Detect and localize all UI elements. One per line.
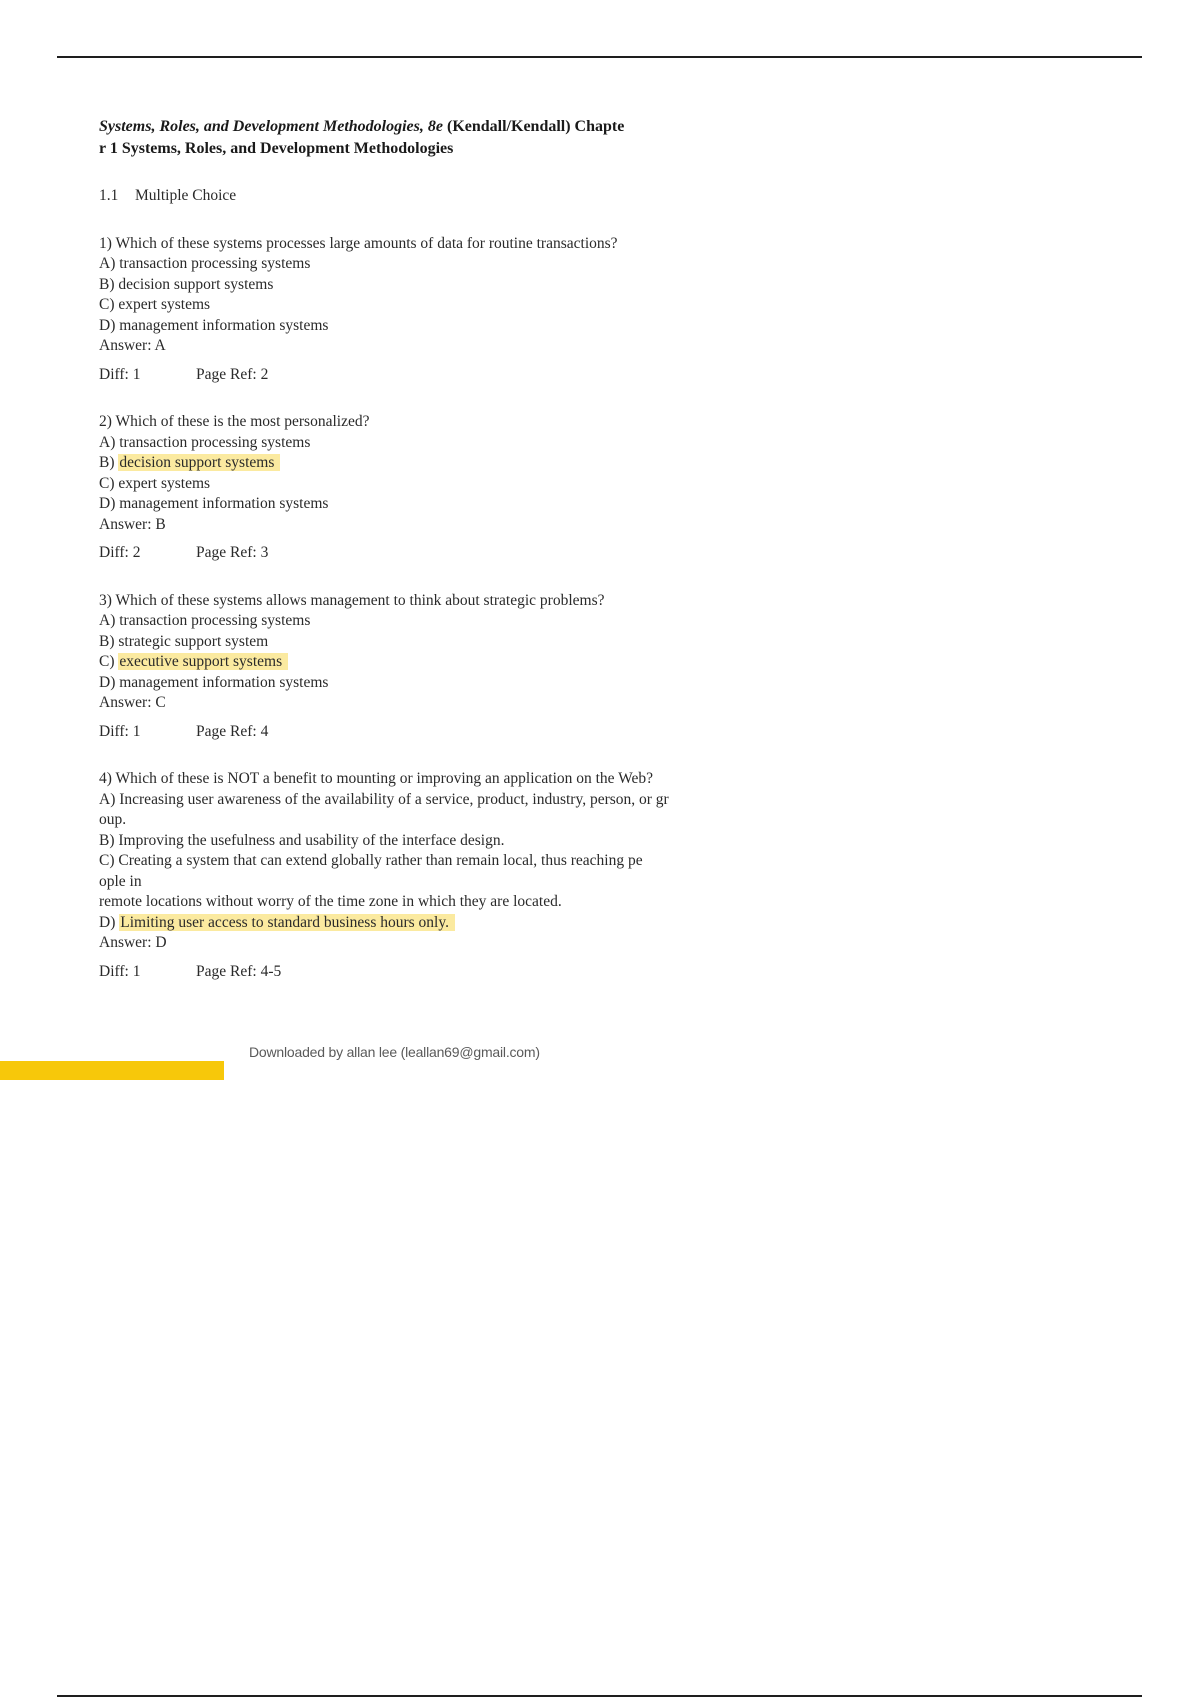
section-title: Multiple Choice xyxy=(135,187,237,204)
question-meta xyxy=(99,962,799,983)
page-ref: Page Ref: 2 xyxy=(196,365,269,383)
option-letter: D) xyxy=(99,913,120,931)
page-ref: Page Ref: 3 xyxy=(196,544,269,561)
highlighted-option-text: executive support systems xyxy=(118,653,288,670)
option-text: strategic support system xyxy=(118,632,269,650)
option-text: management information systems xyxy=(119,316,329,334)
question-text: 1) Which of these systems processes large amounts of data for routine transactions? xyxy=(99,234,618,252)
option-b xyxy=(99,275,799,296)
page-ref: Page Ref: 4 xyxy=(196,722,269,740)
answer: Answer: B xyxy=(99,515,166,533)
option-letter: C) xyxy=(99,474,119,492)
option-d xyxy=(99,673,799,694)
option-a-line1: A) Increasing user awareness of the availability of a service, product, industry, person, or gr xyxy=(99,790,669,808)
question-text: 4) Which of these is NOT a benefit to mounting or improving an application on the Web? xyxy=(99,770,654,787)
option-text: transaction processing systems xyxy=(119,433,311,451)
option-letter: B) xyxy=(99,454,119,471)
section-number: 1.1 xyxy=(99,187,119,204)
option-a xyxy=(99,254,799,275)
option-c-line2: ople in xyxy=(99,872,142,890)
option-letter: D) xyxy=(99,316,120,334)
difficulty: Diff: 1 xyxy=(99,722,141,740)
document-body xyxy=(99,116,799,982)
document-title xyxy=(99,116,799,160)
question-meta xyxy=(99,543,799,564)
difficulty: Diff: 1 xyxy=(99,962,141,980)
option-text: expert systems xyxy=(118,474,211,492)
option-text: decision support systems xyxy=(118,275,274,293)
option-text: transaction processing systems xyxy=(119,612,311,629)
option-d xyxy=(99,913,799,934)
option-letter: A) xyxy=(99,255,120,272)
option-text: management information systems xyxy=(119,673,329,691)
option-letter: A) xyxy=(99,433,120,451)
question-text: 3) Which of these systems allows management to think about strategic problems? xyxy=(99,591,605,609)
option-a-line2: oup. xyxy=(99,811,127,828)
option-b xyxy=(99,632,799,653)
highlighted-option-text: Limiting user access to standard business hours only. xyxy=(119,914,455,931)
answer: Answer: D xyxy=(99,934,167,951)
question-meta xyxy=(99,365,799,386)
option-c-line3: remote locations without worry of the time zone in which they are located. xyxy=(99,893,562,910)
download-watermark: Downloaded by allan lee (leallan69@gmail.com) xyxy=(249,1044,540,1060)
option-letter: B) xyxy=(99,632,119,650)
option-letter: C) xyxy=(99,653,119,670)
title-book-name: Systems, Roles, and Development Methodologies, 8e xyxy=(99,118,443,135)
option-c-line1: C) Creating a system that can extend globally rather than remain local, thus reaching pe xyxy=(99,852,643,869)
highlighted-option-text: decision support systems xyxy=(118,454,280,471)
option-text: management information systems xyxy=(119,495,329,512)
question-4 xyxy=(99,769,799,982)
option-c xyxy=(99,474,799,495)
option-a xyxy=(99,433,799,454)
option-letter: D) xyxy=(99,673,120,691)
option-text: transaction processing systems xyxy=(119,255,311,272)
answer: Answer: C xyxy=(99,694,166,711)
option-d xyxy=(99,494,799,515)
top-rule xyxy=(57,56,1142,58)
option-c xyxy=(99,652,799,673)
question-meta xyxy=(99,722,799,743)
option-text: expert systems xyxy=(118,296,211,313)
title-rest-line1: (Kendall/Kendall) Chapte xyxy=(442,118,625,135)
difficulty: Diff: 2 xyxy=(99,544,141,561)
question-2 xyxy=(99,412,799,564)
section-heading xyxy=(99,186,799,207)
footer-accent-bar xyxy=(0,1061,224,1080)
option-letter: D) xyxy=(99,495,120,512)
question-text: 2) Which of these is the most personalized? xyxy=(99,413,370,430)
option-b xyxy=(99,453,799,474)
page-ref: Page Ref: 4-5 xyxy=(196,962,282,980)
option-letter: C) xyxy=(99,296,119,313)
bottom-rule xyxy=(57,1695,1142,1697)
question-1 xyxy=(99,234,799,386)
difficulty: Diff: 1 xyxy=(99,365,141,383)
option-a xyxy=(99,611,799,632)
answer: Answer: A xyxy=(99,337,166,354)
option-letter: B) xyxy=(99,275,119,293)
option-b: B) Improving the usefulness and usability of the interface design. xyxy=(99,831,505,849)
option-d xyxy=(99,316,799,337)
title-line2: r 1 Systems, Roles, and Development Methodologies xyxy=(99,140,454,157)
question-3 xyxy=(99,591,799,743)
option-letter: A) xyxy=(99,612,120,629)
option-c xyxy=(99,295,799,316)
